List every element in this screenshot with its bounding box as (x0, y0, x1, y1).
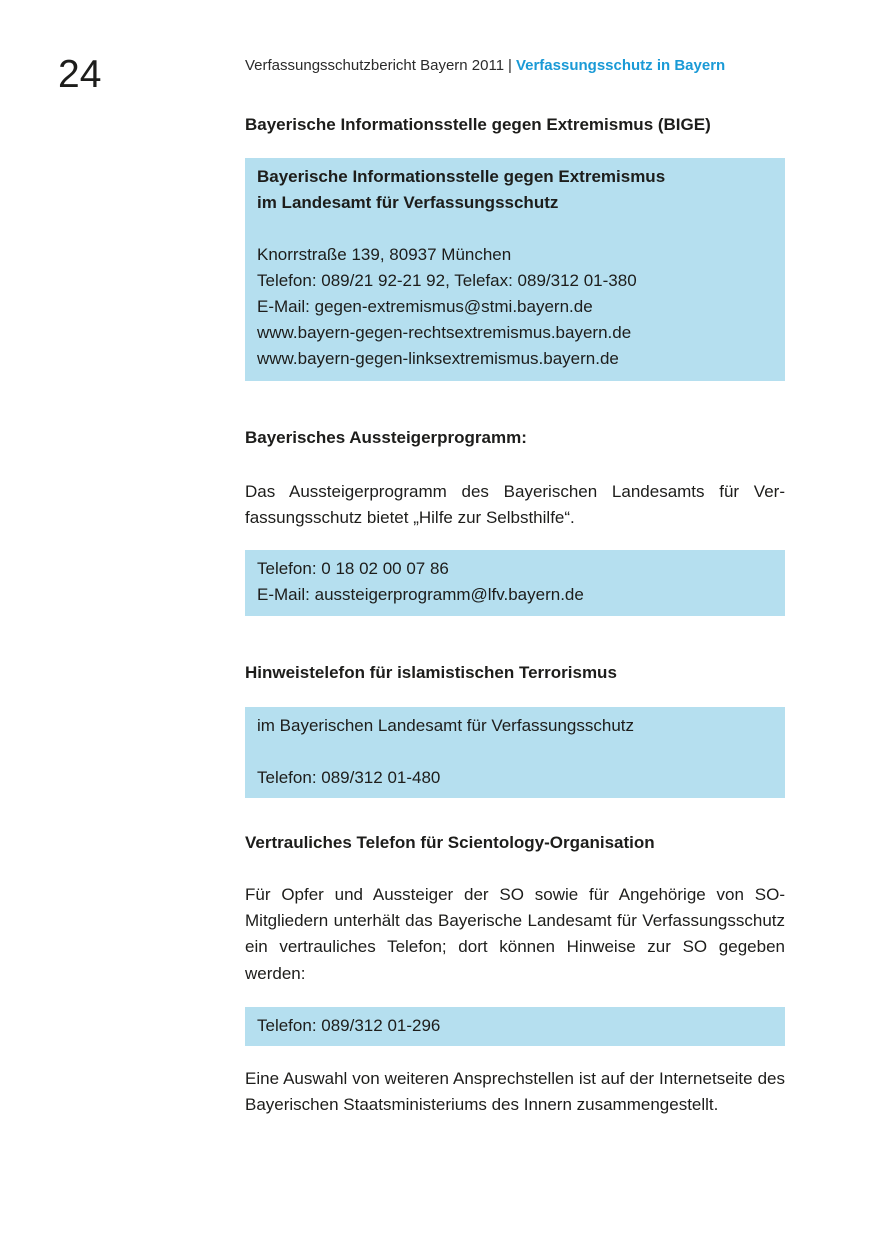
scientology-contact-box (245, 1007, 785, 1046)
header-report-title: Verfassungsschutzbericht Bayern 2011 (245, 57, 505, 74)
bige-website-right: www.bayern-gegen-rechtsextremismus.bayern.de (257, 323, 632, 342)
bige-contact-box (245, 158, 785, 381)
header-separator: | (508, 57, 512, 74)
hinweis-contact-box (245, 707, 785, 798)
running-header (245, 57, 725, 75)
scientology-heading: Vertrauliches Telefon für Scientology-Organisation (245, 833, 655, 852)
page-number: 24 (58, 53, 102, 96)
aussteiger-email: E-Mail: aussteigerprogramm@lfv.bayern.de (257, 585, 584, 604)
hinweis-box-line: im Bayerischen Landesamt für Verfassungsschutz (257, 716, 635, 735)
bige-box-title-line1: Bayerische Informationsstelle gegen Extremismus (257, 167, 666, 186)
bige-website-left: www.bayern-gegen-linksextremismus.bayern.de (257, 349, 619, 368)
bige-heading: Bayerische Informationsstelle gegen Extremismus (BIGE) (245, 115, 711, 134)
scientology-phone: Telefon: 089/312 01-296 (257, 1016, 441, 1035)
bige-address: Knorrstraße 139, 80937 München (257, 245, 512, 264)
spacer (257, 739, 773, 765)
scientology-text: Für Opfer und Aussteiger der SO sowie für Angehörige von SO-Mitgliedern unterhält das Bayerische Landesamt für Verfassungsschutz ein vertrauliches Telefon; dort können Hinweise zur SO gegeben werden: (245, 885, 785, 983)
bige-email: E-Mail: gegen-extremismus@stmi.bayern.de (257, 297, 593, 316)
closing-text: Eine Auswahl von weiteren Ansprechstellen ist auf der Internetseite des Bayerischen Staatsministeriums des Innern zusammengestellt. (245, 1069, 785, 1115)
aussteiger-phone: Telefon: 0 18 02 00 07 86 (257, 559, 449, 578)
hinweis-heading: Hinweistelefon für islamistischen Terrorismus (245, 663, 617, 682)
bige-box-title-line2: im Landesamt für Verfassungsschutz (257, 193, 559, 212)
bige-phone-fax: Telefon: 089/21 92-21 92, Telefax: 089/312 01-380 (257, 271, 637, 290)
aussteiger-contact-box (245, 550, 785, 616)
spacer (257, 216, 773, 242)
hinweis-phone: Telefon: 089/312 01-480 (257, 768, 441, 787)
header-chapter-title: Verfassungsschutz in Bayern (515, 57, 726, 74)
aussteiger-text: Das Aussteigerprogramm des Bayerischen Landesamts für Verfassungsschutz bietet „Hilfe zur Selbsthilfe“. (245, 482, 785, 528)
aussteiger-heading: Bayerisches Aussteigerprogramm: (245, 428, 527, 447)
